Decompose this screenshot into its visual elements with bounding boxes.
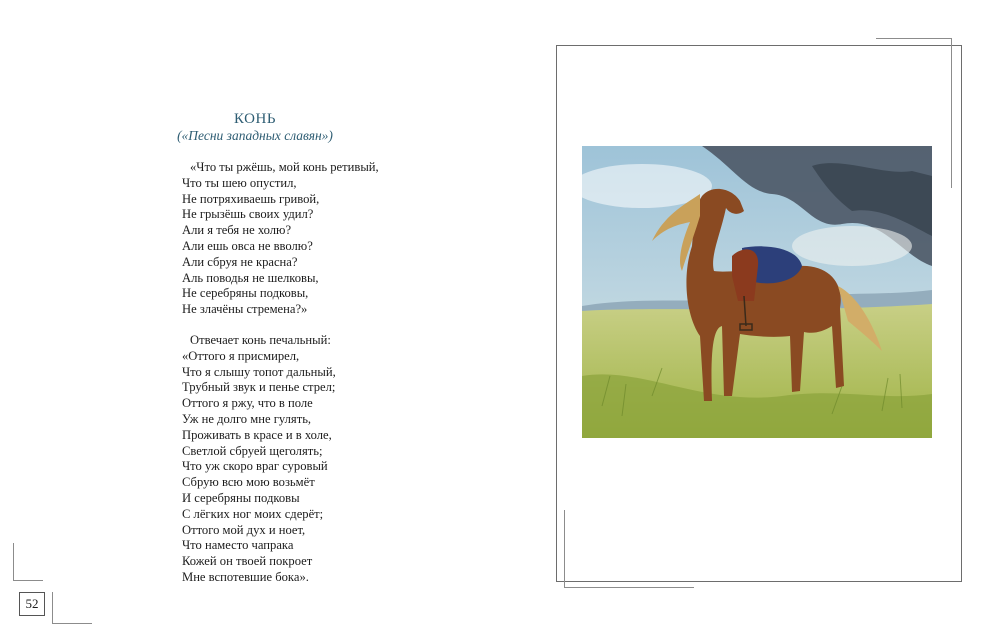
poem-line: Трубный звук и пенье стрел; <box>182 380 336 395</box>
poem-line: Светлой сбруей щеголять; <box>182 443 323 458</box>
poem-subtitle: («Песни западных славян») <box>177 128 333 143</box>
poem-line: Не серебряны подковы, <box>182 286 309 301</box>
poem-line: Что я слышу топот дальный, <box>182 364 336 379</box>
poem-line: «Оттого я присмирел, <box>182 348 300 363</box>
corner-line <box>876 38 952 39</box>
horse-illustration <box>582 146 932 438</box>
poem-line: Отвечает конь печальный: <box>190 333 331 347</box>
poem-line: Что ты шею опустил, <box>182 175 297 190</box>
corner-line <box>52 592 53 624</box>
poem-line: Не злачёны стремена?» <box>182 302 308 317</box>
poem-line: Проживать в красе и в холе, <box>182 427 332 442</box>
poem-line: С лёгких ног моих сдерёт; <box>182 506 324 521</box>
poem-line: Не грызёшь своих удил? <box>182 207 314 222</box>
poem-line: И серебряны подковы <box>182 490 300 505</box>
corner-line <box>951 38 952 188</box>
poem-line: Аль поводья не шелковы, <box>182 270 319 285</box>
corner-line <box>13 580 43 581</box>
corner-line <box>564 587 694 588</box>
poem-line: Кожей он твоей покроет <box>182 554 313 569</box>
stanza-1 <box>182 160 379 318</box>
poem-line: Сбрую всю мою возьмёт <box>182 475 315 490</box>
poem-line: Али ешь овса не вволю? <box>182 238 313 253</box>
poem-line: Что уж скоро враг суровый <box>182 459 328 474</box>
poem-line: Не потряхиваешь гривой, <box>182 191 320 206</box>
poem-line: Уж не долго мне гулять, <box>182 411 312 426</box>
stanza-2 <box>182 333 336 586</box>
poem-line: Мне вспотевшие бока». <box>182 569 309 584</box>
poem-line: Оттого я ржу, что в поле <box>182 396 313 411</box>
page-number: 52 <box>19 592 45 616</box>
poem-title: КОНЬ <box>234 111 276 127</box>
corner-line <box>13 543 14 581</box>
corner-line <box>564 510 565 588</box>
cloud <box>792 226 912 266</box>
poem-line: Али я тебя не холю? <box>182 223 292 238</box>
poem-line: Али сбруя не красна? <box>182 254 298 269</box>
poem-line: «Что ты ржёшь, мой конь ретивый, <box>190 160 379 174</box>
poem-line: Оттого мой дух и ноет, <box>182 522 306 537</box>
poem-line: Что наместо чапрака <box>182 538 294 553</box>
horse-watercolor <box>582 146 932 438</box>
corner-line <box>52 623 92 624</box>
